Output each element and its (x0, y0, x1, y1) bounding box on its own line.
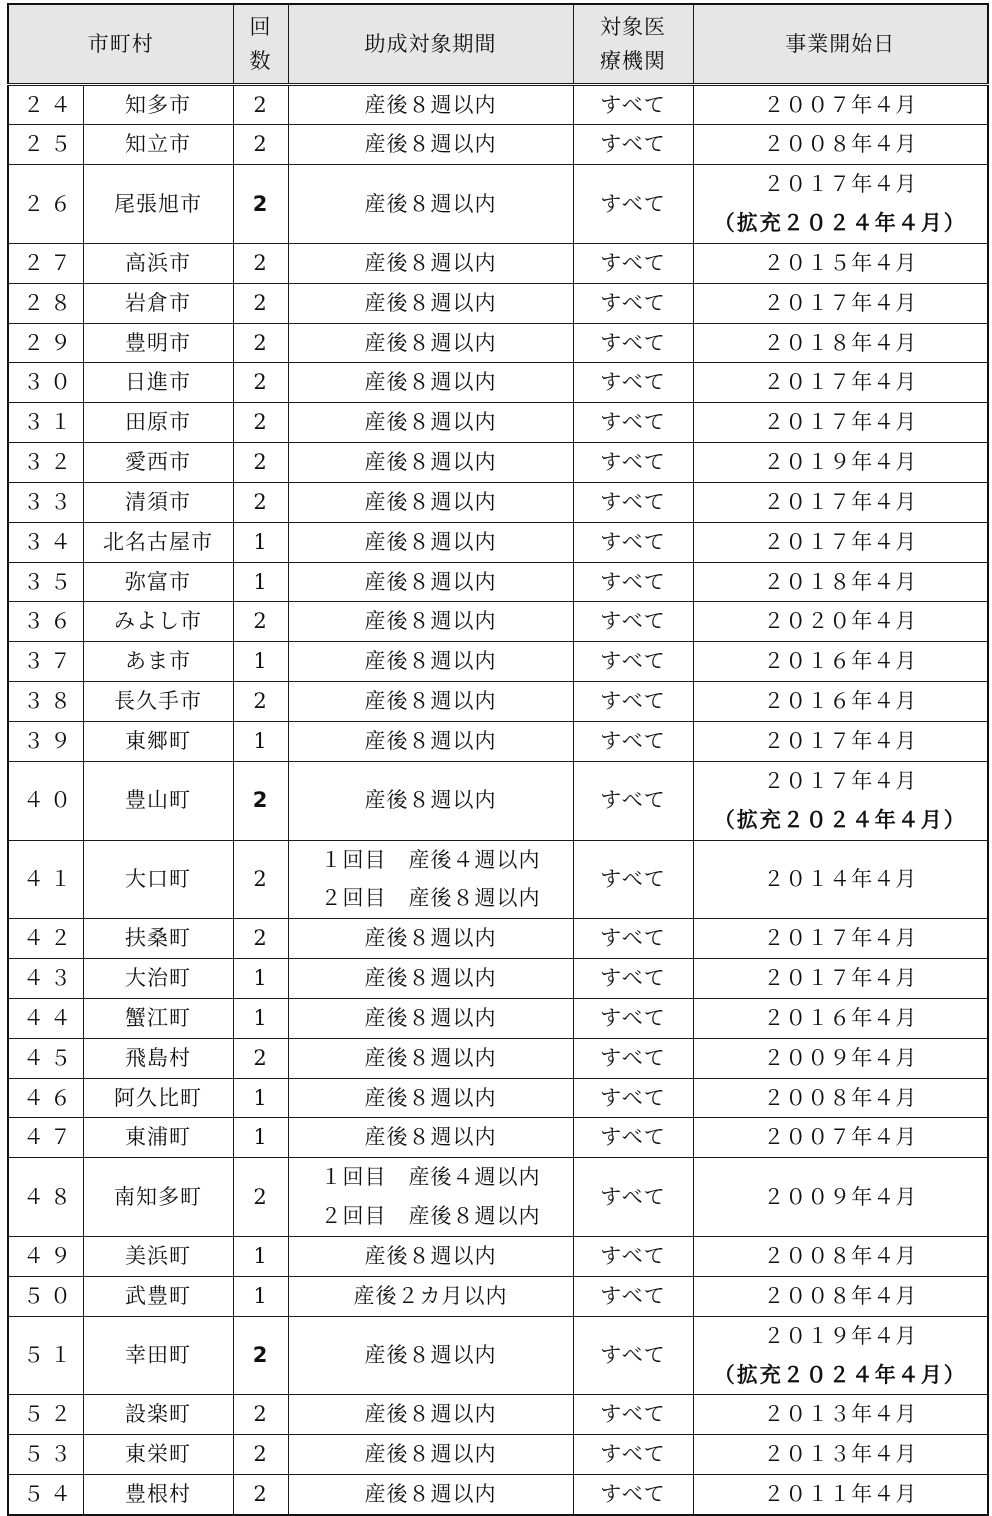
facility-value: すべて (573, 682, 693, 722)
facility-value: すべて (573, 522, 693, 562)
period-line: 産後８週以内 (364, 250, 497, 275)
table-row (8, 919, 988, 959)
period-line: 産後８週以内 (364, 1482, 497, 1507)
period-cell (288, 522, 573, 562)
city-name: 豊根村 (83, 1475, 233, 1515)
period-cell (288, 363, 573, 403)
period-line: 産後８週以内 (364, 1402, 497, 1427)
period-line: 産後８週以内 (364, 1005, 497, 1030)
facility-value: すべて (573, 602, 693, 642)
header-city: 市町村 (8, 4, 233, 84)
start-date-cell (693, 84, 988, 125)
city-name: 北名古屋市 (83, 522, 233, 562)
period-line: ２回目 産後８週以内 (320, 1204, 541, 1229)
row-number: ４７ (8, 1118, 83, 1158)
city-name: 豊山町 (83, 761, 233, 840)
start-date: ２０１７年４月 (763, 489, 918, 514)
city-name: あま市 (83, 642, 233, 682)
row-number: ５０ (8, 1276, 83, 1316)
count-value: 2 (233, 482, 288, 522)
row-number: ４８ (8, 1158, 83, 1237)
period-line: 産後８週以内 (364, 926, 497, 951)
row-number: ３６ (8, 602, 83, 642)
facility-value: すべて (573, 443, 693, 483)
table-row (8, 1038, 988, 1078)
period-line: 産後８週以内 (364, 609, 497, 634)
count-value: 1 (233, 1118, 288, 1158)
count-value: 2 (233, 1435, 288, 1475)
header-period: 助成対象期間 (288, 4, 573, 84)
start-date-cell (693, 602, 988, 642)
city-name: 尾張旭市 (83, 165, 233, 244)
count-value: 1 (233, 562, 288, 602)
start-date-cell (693, 1435, 988, 1475)
row-number: ３４ (8, 522, 83, 562)
start-date: ２００９年４月 (763, 1045, 918, 1070)
facility-value: すべて (573, 642, 693, 682)
table-row (8, 959, 988, 999)
row-number: ４５ (8, 1038, 83, 1078)
facility-value: すべて (573, 1395, 693, 1435)
facility-value: すべて (573, 959, 693, 999)
period-cell (288, 1158, 573, 1237)
facility-value: すべて (573, 125, 693, 165)
start-date: ２０２０年４月 (763, 609, 918, 634)
city-name: 知多市 (83, 84, 233, 125)
row-number: ４２ (8, 919, 83, 959)
period-cell (288, 1038, 573, 1078)
facility-value: すべて (573, 1276, 693, 1316)
subsidy-table (7, 3, 989, 1516)
table-row (8, 403, 988, 443)
count-value: 2 (233, 323, 288, 363)
facility-value: すべて (573, 403, 693, 443)
facility-value: すべて (573, 363, 693, 403)
start-date: ２０１７年４月 (763, 290, 918, 315)
period-line: 産後８週以内 (364, 1045, 497, 1070)
city-name: 愛西市 (83, 443, 233, 483)
facility-value: すべて (573, 1158, 693, 1237)
city-name: 高浜市 (83, 243, 233, 283)
row-number: ２８ (8, 283, 83, 323)
start-date: ２００７年４月 (763, 92, 918, 117)
start-date-cell (693, 840, 988, 919)
period-cell (288, 1475, 573, 1515)
period-cell (288, 998, 573, 1038)
table-row (8, 243, 988, 283)
start-date: ２０１１年４月 (763, 1482, 918, 1507)
start-date-cell (693, 1475, 988, 1515)
start-date-cell (693, 363, 988, 403)
period-line: 産後８週以内 (364, 191, 497, 216)
row-number: ３２ (8, 443, 83, 483)
header-start-date: 事業開始日 (693, 4, 988, 84)
table-row (8, 165, 988, 244)
period-cell (288, 1118, 573, 1158)
period-line: 産後８週以内 (364, 1243, 497, 1268)
count-value: 2 (233, 1475, 288, 1515)
start-date: ２０１３年４月 (763, 1402, 918, 1427)
start-date-cell (693, 1395, 988, 1435)
city-name: 大治町 (83, 959, 233, 999)
period-line: 産後８週以内 (364, 330, 497, 355)
table-row (8, 722, 988, 762)
start-date: ２０１６年４月 (763, 689, 918, 714)
start-date-cell (693, 562, 988, 602)
period-cell (288, 125, 573, 165)
row-number: ４９ (8, 1236, 83, 1276)
start-date: ２０１７年４月 (763, 926, 918, 951)
city-name: 蟹江町 (83, 998, 233, 1038)
start-date-cell (693, 243, 988, 283)
count-value: 2 (233, 682, 288, 722)
row-number: ３３ (8, 482, 83, 522)
count-value: 1 (233, 642, 288, 682)
table-row (8, 642, 988, 682)
period-line: 産後８週以内 (364, 1442, 497, 1467)
count-value: 1 (233, 998, 288, 1038)
count-value: 2 (233, 283, 288, 323)
table-row (8, 323, 988, 363)
start-date: ２０１３年４月 (763, 1442, 918, 1467)
table-body (8, 84, 988, 1515)
start-date-cell (693, 443, 988, 483)
period-line: １回目 産後４週以内 (320, 847, 541, 872)
city-name: 田原市 (83, 403, 233, 443)
period-line: 産後８週以内 (364, 788, 497, 813)
start-date: ２００８年４月 (763, 1085, 918, 1110)
row-number: ３５ (8, 562, 83, 602)
period-line: 産後８週以内 (364, 92, 497, 117)
count-value: 2 (233, 443, 288, 483)
facility-value: すべて (573, 722, 693, 762)
city-name: 岩倉市 (83, 283, 233, 323)
expansion-date: （拡充２０２４年４月） (713, 1362, 967, 1387)
count-value: 2 (233, 403, 288, 443)
count-value: 2 (233, 840, 288, 919)
period-cell (288, 482, 573, 522)
city-name: 阿久比町 (83, 1078, 233, 1118)
count-value: 2 (233, 243, 288, 283)
start-date: ２０１９年４月 (763, 450, 918, 475)
start-date-cell (693, 642, 988, 682)
facility-value: すべて (573, 919, 693, 959)
period-line: 産後２カ月以内 (353, 1283, 508, 1308)
row-number: ３０ (8, 363, 83, 403)
period-cell (288, 84, 573, 125)
table-wrapper (7, 3, 989, 1516)
period-cell (288, 1276, 573, 1316)
count-value: 1 (233, 1236, 288, 1276)
facility-value: すべて (573, 1236, 693, 1276)
row-number: ４４ (8, 998, 83, 1038)
count-value: 2 (233, 1038, 288, 1078)
row-number: ５３ (8, 1435, 83, 1475)
start-date-cell (693, 919, 988, 959)
period-line: 産後８週以内 (364, 410, 497, 435)
row-number: ３９ (8, 722, 83, 762)
count-value: 2 (233, 761, 288, 840)
expansion-date: （拡充２０２４年４月） (713, 807, 967, 832)
start-date-cell (693, 1276, 988, 1316)
period-cell (288, 562, 573, 602)
facility-value: すべて (573, 1316, 693, 1395)
row-number: ３７ (8, 642, 83, 682)
table-row (8, 1118, 988, 1158)
table-row (8, 1236, 988, 1276)
table-row (8, 998, 988, 1038)
facility-value: すべて (573, 1038, 693, 1078)
period-cell (288, 1435, 573, 1475)
table-row (8, 1158, 988, 1237)
period-cell (288, 165, 573, 244)
facility-value: すべて (573, 165, 693, 244)
start-date-cell (693, 1118, 988, 1158)
start-date-cell (693, 1078, 988, 1118)
count-value: 2 (233, 602, 288, 642)
facility-value: すべて (573, 840, 693, 919)
start-date: ２０１５年４月 (763, 250, 918, 275)
table-row (8, 482, 988, 522)
facility-value: すべて (573, 1435, 693, 1475)
period-cell (288, 443, 573, 483)
period-line: 産後８週以内 (364, 489, 497, 514)
start-date-cell (693, 403, 988, 443)
start-date: ２０１４年４月 (763, 866, 918, 891)
period-cell (288, 602, 573, 642)
city-name: 清須市 (83, 482, 233, 522)
row-number: ５２ (8, 1395, 83, 1435)
city-name: 飛島村 (83, 1038, 233, 1078)
count-value: 2 (233, 363, 288, 403)
count-value: 2 (233, 919, 288, 959)
start-date: ２００８年４月 (763, 1243, 918, 1268)
period-cell (288, 919, 573, 959)
start-date-cell (693, 1236, 988, 1276)
facility-value: すべて (573, 323, 693, 363)
city-name: 扶桑町 (83, 919, 233, 959)
period-line: 産後８週以内 (364, 132, 497, 157)
start-date-cell (693, 998, 988, 1038)
period-line: 産後８週以内 (364, 689, 497, 714)
start-date-cell (693, 482, 988, 522)
table-row (8, 522, 988, 562)
period-cell (288, 403, 573, 443)
row-number: ２４ (8, 84, 83, 125)
period-line: 産後８週以内 (364, 1125, 497, 1150)
period-line: １回目 産後４週以内 (320, 1165, 541, 1190)
start-date: ２０１７年４月 (763, 966, 918, 991)
count-value: 1 (233, 1276, 288, 1316)
city-name: 日進市 (83, 363, 233, 403)
count-value: 1 (233, 522, 288, 562)
facility-value: すべて (573, 243, 693, 283)
table-row (8, 1078, 988, 1118)
city-name: 南知多町 (83, 1158, 233, 1237)
row-number: ３１ (8, 403, 83, 443)
period-cell (288, 243, 573, 283)
city-name: 豊明市 (83, 323, 233, 363)
start-date: ２０１６年４月 (763, 649, 918, 674)
facility-value: すべて (573, 998, 693, 1038)
facility-value: すべて (573, 1118, 693, 1158)
count-value: 1 (233, 959, 288, 999)
count-value: 2 (233, 84, 288, 125)
city-name: みよし市 (83, 602, 233, 642)
period-cell (288, 1078, 573, 1118)
city-name: 東郷町 (83, 722, 233, 762)
table-header (8, 4, 988, 84)
start-date: ２００８年４月 (763, 1283, 918, 1308)
row-number: ３８ (8, 682, 83, 722)
table-row (8, 84, 988, 125)
start-date: ２０１７年４月 (763, 529, 918, 554)
table-row (8, 562, 988, 602)
city-name: 大口町 (83, 840, 233, 919)
start-date-cell (693, 761, 988, 840)
period-line: 産後８週以内 (364, 569, 497, 594)
facility-value: すべて (573, 761, 693, 840)
facility-value: すべて (573, 1078, 693, 1118)
city-name: 武豊町 (83, 1276, 233, 1316)
count-value: 1 (233, 722, 288, 762)
table-row (8, 1316, 988, 1395)
start-date-cell (693, 165, 988, 244)
start-date: ２００９年４月 (763, 1184, 918, 1209)
period-line: ２回目 産後８週以内 (320, 886, 541, 911)
table-row (8, 443, 988, 483)
city-name: 幸田町 (83, 1316, 233, 1395)
start-date-cell (693, 722, 988, 762)
header-facility: 対象医療機関 (573, 4, 693, 84)
table-row (8, 1276, 988, 1316)
row-number: ５４ (8, 1475, 83, 1515)
start-date: ２０１７年４月 (763, 172, 918, 197)
table-row (8, 1475, 988, 1515)
start-date: ２０１７年４月 (763, 370, 918, 395)
period-line: 産後８週以内 (364, 729, 497, 753)
count-value: 2 (233, 1395, 288, 1435)
facility-value: すべて (573, 482, 693, 522)
city-name: 東栄町 (83, 1435, 233, 1475)
start-date-cell (693, 1316, 988, 1395)
facility-value: すべて (573, 1475, 693, 1515)
period-cell (288, 642, 573, 682)
count-value: 2 (233, 125, 288, 165)
facility-value: すべて (573, 84, 693, 125)
period-line: 産後８週以内 (364, 290, 497, 315)
start-date-cell (693, 522, 988, 562)
row-number: ２５ (8, 125, 83, 165)
period-cell (288, 1236, 573, 1276)
period-cell (288, 1316, 573, 1395)
row-number: ４１ (8, 840, 83, 919)
period-line: 産後８週以内 (364, 450, 497, 475)
period-line: 産後８週以内 (364, 966, 497, 991)
period-line: 産後８週以内 (364, 1343, 497, 1368)
count-value: 2 (233, 1316, 288, 1395)
row-number: ５１ (8, 1316, 83, 1395)
start-date: ２００８年４月 (763, 132, 918, 157)
table-row (8, 761, 988, 840)
header-count: 回数 (233, 4, 288, 84)
start-date: ２０１９年４月 (763, 1323, 918, 1348)
period-cell (288, 959, 573, 999)
city-name: 美浜町 (83, 1236, 233, 1276)
city-name: 弥富市 (83, 562, 233, 602)
period-cell (288, 840, 573, 919)
table-row (8, 682, 988, 722)
count-value: 1 (233, 1078, 288, 1118)
table-row (8, 1435, 988, 1475)
row-number: ２６ (8, 165, 83, 244)
start-date: ２０１８年４月 (763, 330, 918, 355)
table-row (8, 125, 988, 165)
start-date: ２０１８年４月 (763, 569, 918, 594)
start-date-cell (693, 682, 988, 722)
start-date: ２０１７年４月 (763, 729, 918, 753)
row-number: ４６ (8, 1078, 83, 1118)
start-date-cell (693, 283, 988, 323)
period-cell (288, 283, 573, 323)
start-date-cell (693, 323, 988, 363)
count-value: 2 (233, 1158, 288, 1237)
start-date-cell (693, 1158, 988, 1237)
city-name: 知立市 (83, 125, 233, 165)
table-row (8, 363, 988, 403)
period-cell (288, 722, 573, 762)
period-line: 産後８週以内 (364, 1085, 497, 1110)
period-cell (288, 323, 573, 363)
period-line: 産後８週以内 (364, 649, 497, 674)
table-row (8, 840, 988, 919)
row-number: ４３ (8, 959, 83, 999)
start-date: ２０１７年４月 (763, 410, 918, 435)
row-number: ４０ (8, 761, 83, 840)
period-cell (288, 1395, 573, 1435)
period-cell (288, 761, 573, 840)
start-date-cell (693, 1038, 988, 1078)
city-name: 東浦町 (83, 1118, 233, 1158)
facility-value: すべて (573, 283, 693, 323)
table-row (8, 1395, 988, 1435)
city-name: 長久手市 (83, 682, 233, 722)
period-line: 産後８週以内 (364, 370, 497, 395)
start-date: ２０１６年４月 (763, 1005, 918, 1030)
start-date-cell (693, 959, 988, 999)
start-date: ２０１７年４月 (763, 768, 918, 793)
table-row (8, 283, 988, 323)
start-date: ２００７年４月 (763, 1125, 918, 1150)
count-value: 2 (233, 165, 288, 244)
expansion-date: （拡充２０２４年４月） (713, 211, 967, 236)
row-number: ２７ (8, 243, 83, 283)
period-cell (288, 682, 573, 722)
start-date-cell (693, 125, 988, 165)
facility-value: すべて (573, 562, 693, 602)
city-name: 設楽町 (83, 1395, 233, 1435)
table-row (8, 602, 988, 642)
row-number: ２９ (8, 323, 83, 363)
period-line: 産後８週以内 (364, 529, 497, 554)
